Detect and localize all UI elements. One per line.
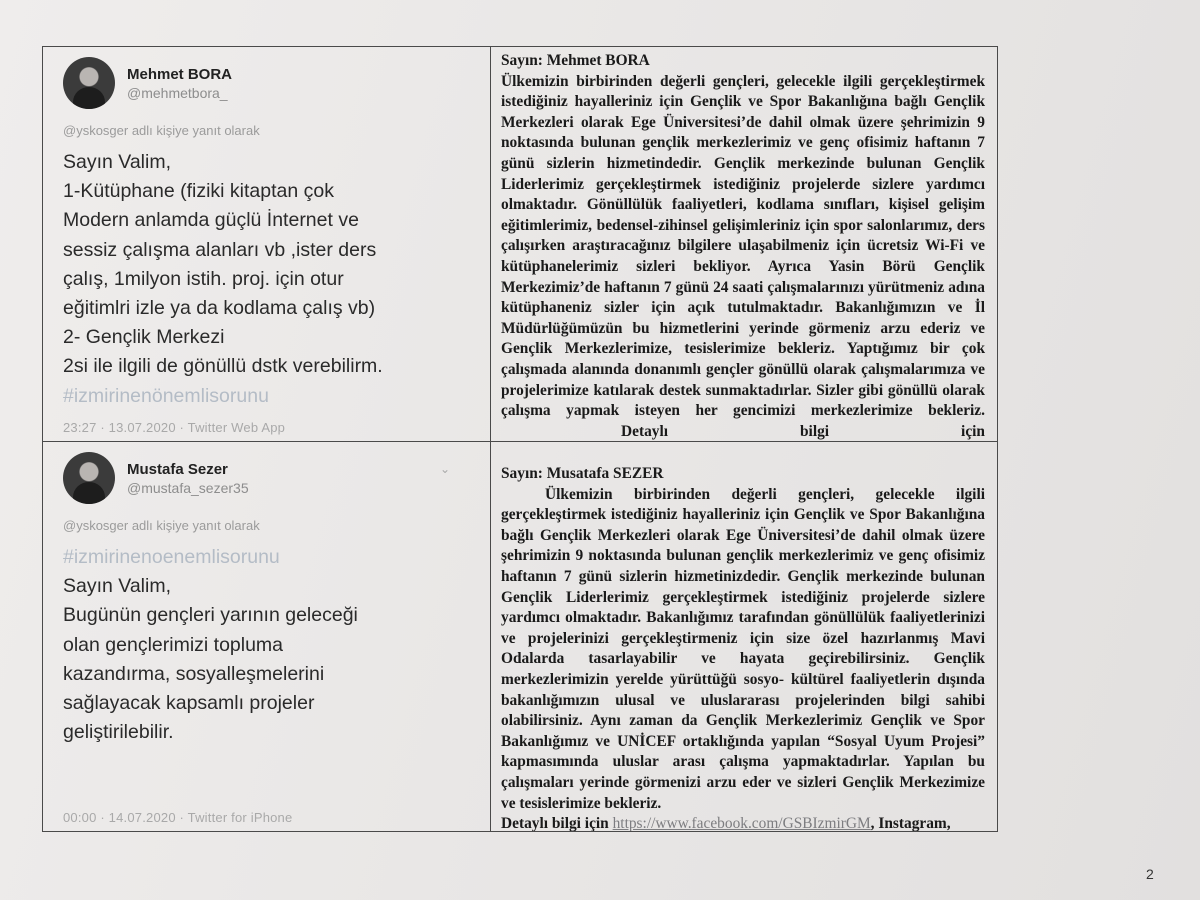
tweet-card-1 — [43, 47, 491, 442]
letter-text: Ülkemizin birbirinden değerli gençleri, gelecekle ilgili gerçekleştirmek istediğiniz hayalleriniz için Gençlik ve Spor Bakanlığına bağlı Gençlik Merkezleri olarak Ege Üniversitesi’de dahil olmak üzere şehrimizin 9 noktasında bulunan gençlik merkezlerimiz ve genç ofisimiz haftanın 7 günü sizlerin hizmetinizdedir. Gençlik merkezinde bulunan Gençlik Liderlerimiz gerçekleştirmek istediğiniz projelerde sizlere yardımcı olmaktadır. Bakanlığımız tarafından gönüllülük faaliyetlerinizi ve projelerinizi gerçekleştirmeniz için size özel hazırlanmış Mavi Odalarda tasarlayabilir ve hayata geçirebilirsiniz. Gençlik merkezlerimizin yerelde yürüttüğü sosyo- kültürel faaliyetlerin dışında bakanlığımızın ulusal ve uluslararası projelerinden bilgi sahibi olabilirsiniz. Aynı zaman da Gençlik Merkezlerimiz Gençlik ve Spor Bakanlığımız ve UNİCEF ortaklığında yapılan “Sosyal Uyum Projesi” kapmasımında uluslar arası çalışma yapmaktadırlar. Yapılan bu çalışmaları yerinde görmenizi arzu eder ve sizleri Gençlik Merkezimize ve tesislerimize bekleriz. — [501, 485, 985, 812]
chevron-down-icon: ⌄ — [439, 462, 450, 476]
tweet-card-2 — [43, 442, 491, 831]
tweet-line: 2- Gençlik Merkezi — [63, 326, 225, 349]
hashtag: #izmirinenönemlisorunu — [63, 384, 269, 407]
tweet-meta: 00:00 · 14.07.2020 · Twitter for iPhone — [63, 810, 293, 825]
tweet-line: sağlayacak kapsamlı projeler — [63, 692, 315, 715]
info-label: Detaylı bilgi için — [501, 815, 609, 831]
letter-heading: Sayın: Mehmet BORA — [501, 52, 650, 69]
tweet-line: eğitimlri izle ya da kodlama çalış vb) — [63, 297, 376, 320]
tweet-header — [63, 452, 476, 504]
avatar — [63, 57, 115, 109]
letter-text: Ülkemizin birbirinden değerli gençleri, gelecekle ilgili gerçekleştirmek istediğiniz hayalleriniz için Gençlik ve Spor Bakanlığına bağlı Gençlik Merkezleri olarak Ege Üniversitesi’de dahil olmak üzere şehrimizin 9 noktasında bulunan gençlik merkezlerimiz ve genç ofisimiz haftanın 7 günü sizlerin hizmetindedir. Gençlik merkezinde bulunan Gençlik Liderlerimiz gerçekleştirmek istediğiniz projelerde sizlere yardımcı olmaktadır. Gönüllülük faaliyetleri, kodlama sınıfları, kişisel gelişim eğitimlerimiz, bedensel-zihinsel gelişimleriniz için spor salonlarımız, ders çalışırken araştıracağınız bilgilere ulaşabilmeniz için ücretsiz Wi-Fi ve kütüphanelerimiz sizleri bekliyor. Ayrıca Yasin Börü Gençlik Merkezimiz’de haftanın 7 günü 24 saati çalışmalarınızı yürütmeniz adına kütüphaneniz sizler için açık tutulmaktadır. Bakanlığımızın ve İl Müdürlüğümüzün bu hizmetlerini yerinde görmeniz arzu ederiz ve Gençlik Merkezlerimize, tesislerimize bekleriz. Yaptığımız bir çok çalışmada alanında donanımlı gençler gönüllü olarak çalışmalarımıza ve projelerimize katılarak destek sunmaktadırlar. Sizler gibi gönüllü olarak çalışma yapmak isteyen her gencimizi merkezlerimize bekleriz. — [501, 72, 985, 420]
tweet-line: çalış, 1milyon istih. proj. için otur — [63, 267, 344, 290]
author-handle: @mustafa_sezer35 — [127, 479, 249, 496]
hashtag: #izmirinenoenemlisorunu — [63, 546, 280, 568]
reply-letter-2 — [491, 442, 997, 831]
tweet-meta: 23:27 · 13.07.2020 · Twitter Web App — [63, 420, 286, 435]
reply-to-label: @yskosger adlı kişiye yanıt olarak — [63, 518, 260, 533]
tweet-text — [63, 148, 476, 411]
avatar — [63, 452, 115, 504]
tweet-line: olan gençlerimizi topluma — [63, 633, 284, 656]
reply-to-label: @yskosger adlı kişiye yanıt olarak — [63, 123, 260, 138]
letter-heading: Sayın: Musatafa SEZER — [501, 465, 664, 482]
letter-body — [501, 485, 985, 815]
tweet-line: Bugünün gençleri yarının geleceği — [63, 604, 358, 627]
tweet-header — [63, 57, 476, 109]
tweet-line: Sayın Valim, — [63, 575, 172, 598]
letter-body — [501, 72, 985, 442]
tweet-line: kazandırma, sosyalleşmelerini — [63, 662, 325, 685]
page-number: 2 — [1146, 866, 1154, 882]
tweet-line: 2si ile ilgili de gönüllü dstk verebilirm. — [63, 355, 383, 378]
tweet-line: 1-Kütüphane (fiziki kitaptan çok — [63, 180, 334, 203]
author-handle: @mehmetbora_ — [127, 84, 228, 101]
letter-tail: , Instagram, — [870, 815, 951, 831]
tweet-line: geliştirilebilir. — [63, 721, 174, 744]
letter-footer — [501, 814, 985, 831]
tweet-text — [63, 543, 476, 747]
info-label: Detaylı bilgi için — [621, 422, 985, 440]
tweet-author — [127, 461, 249, 496]
tweet-line: Modern anlamda güçlü İnternet ve — [63, 209, 359, 232]
facebook-link: https://www.facebook.com/GSBIzmirGM — [612, 815, 871, 831]
author-name: Mustafa Sezer — [127, 460, 228, 478]
tweet-author — [127, 66, 232, 101]
response-table — [42, 46, 998, 832]
reply-letter-1 — [491, 47, 997, 442]
tweet-line: sessiz çalışma alanları vb ,ister ders — [63, 238, 377, 261]
tweet-line: Sayın Valim, — [63, 151, 172, 173]
author-name: Mehmet BORA — [127, 65, 233, 83]
